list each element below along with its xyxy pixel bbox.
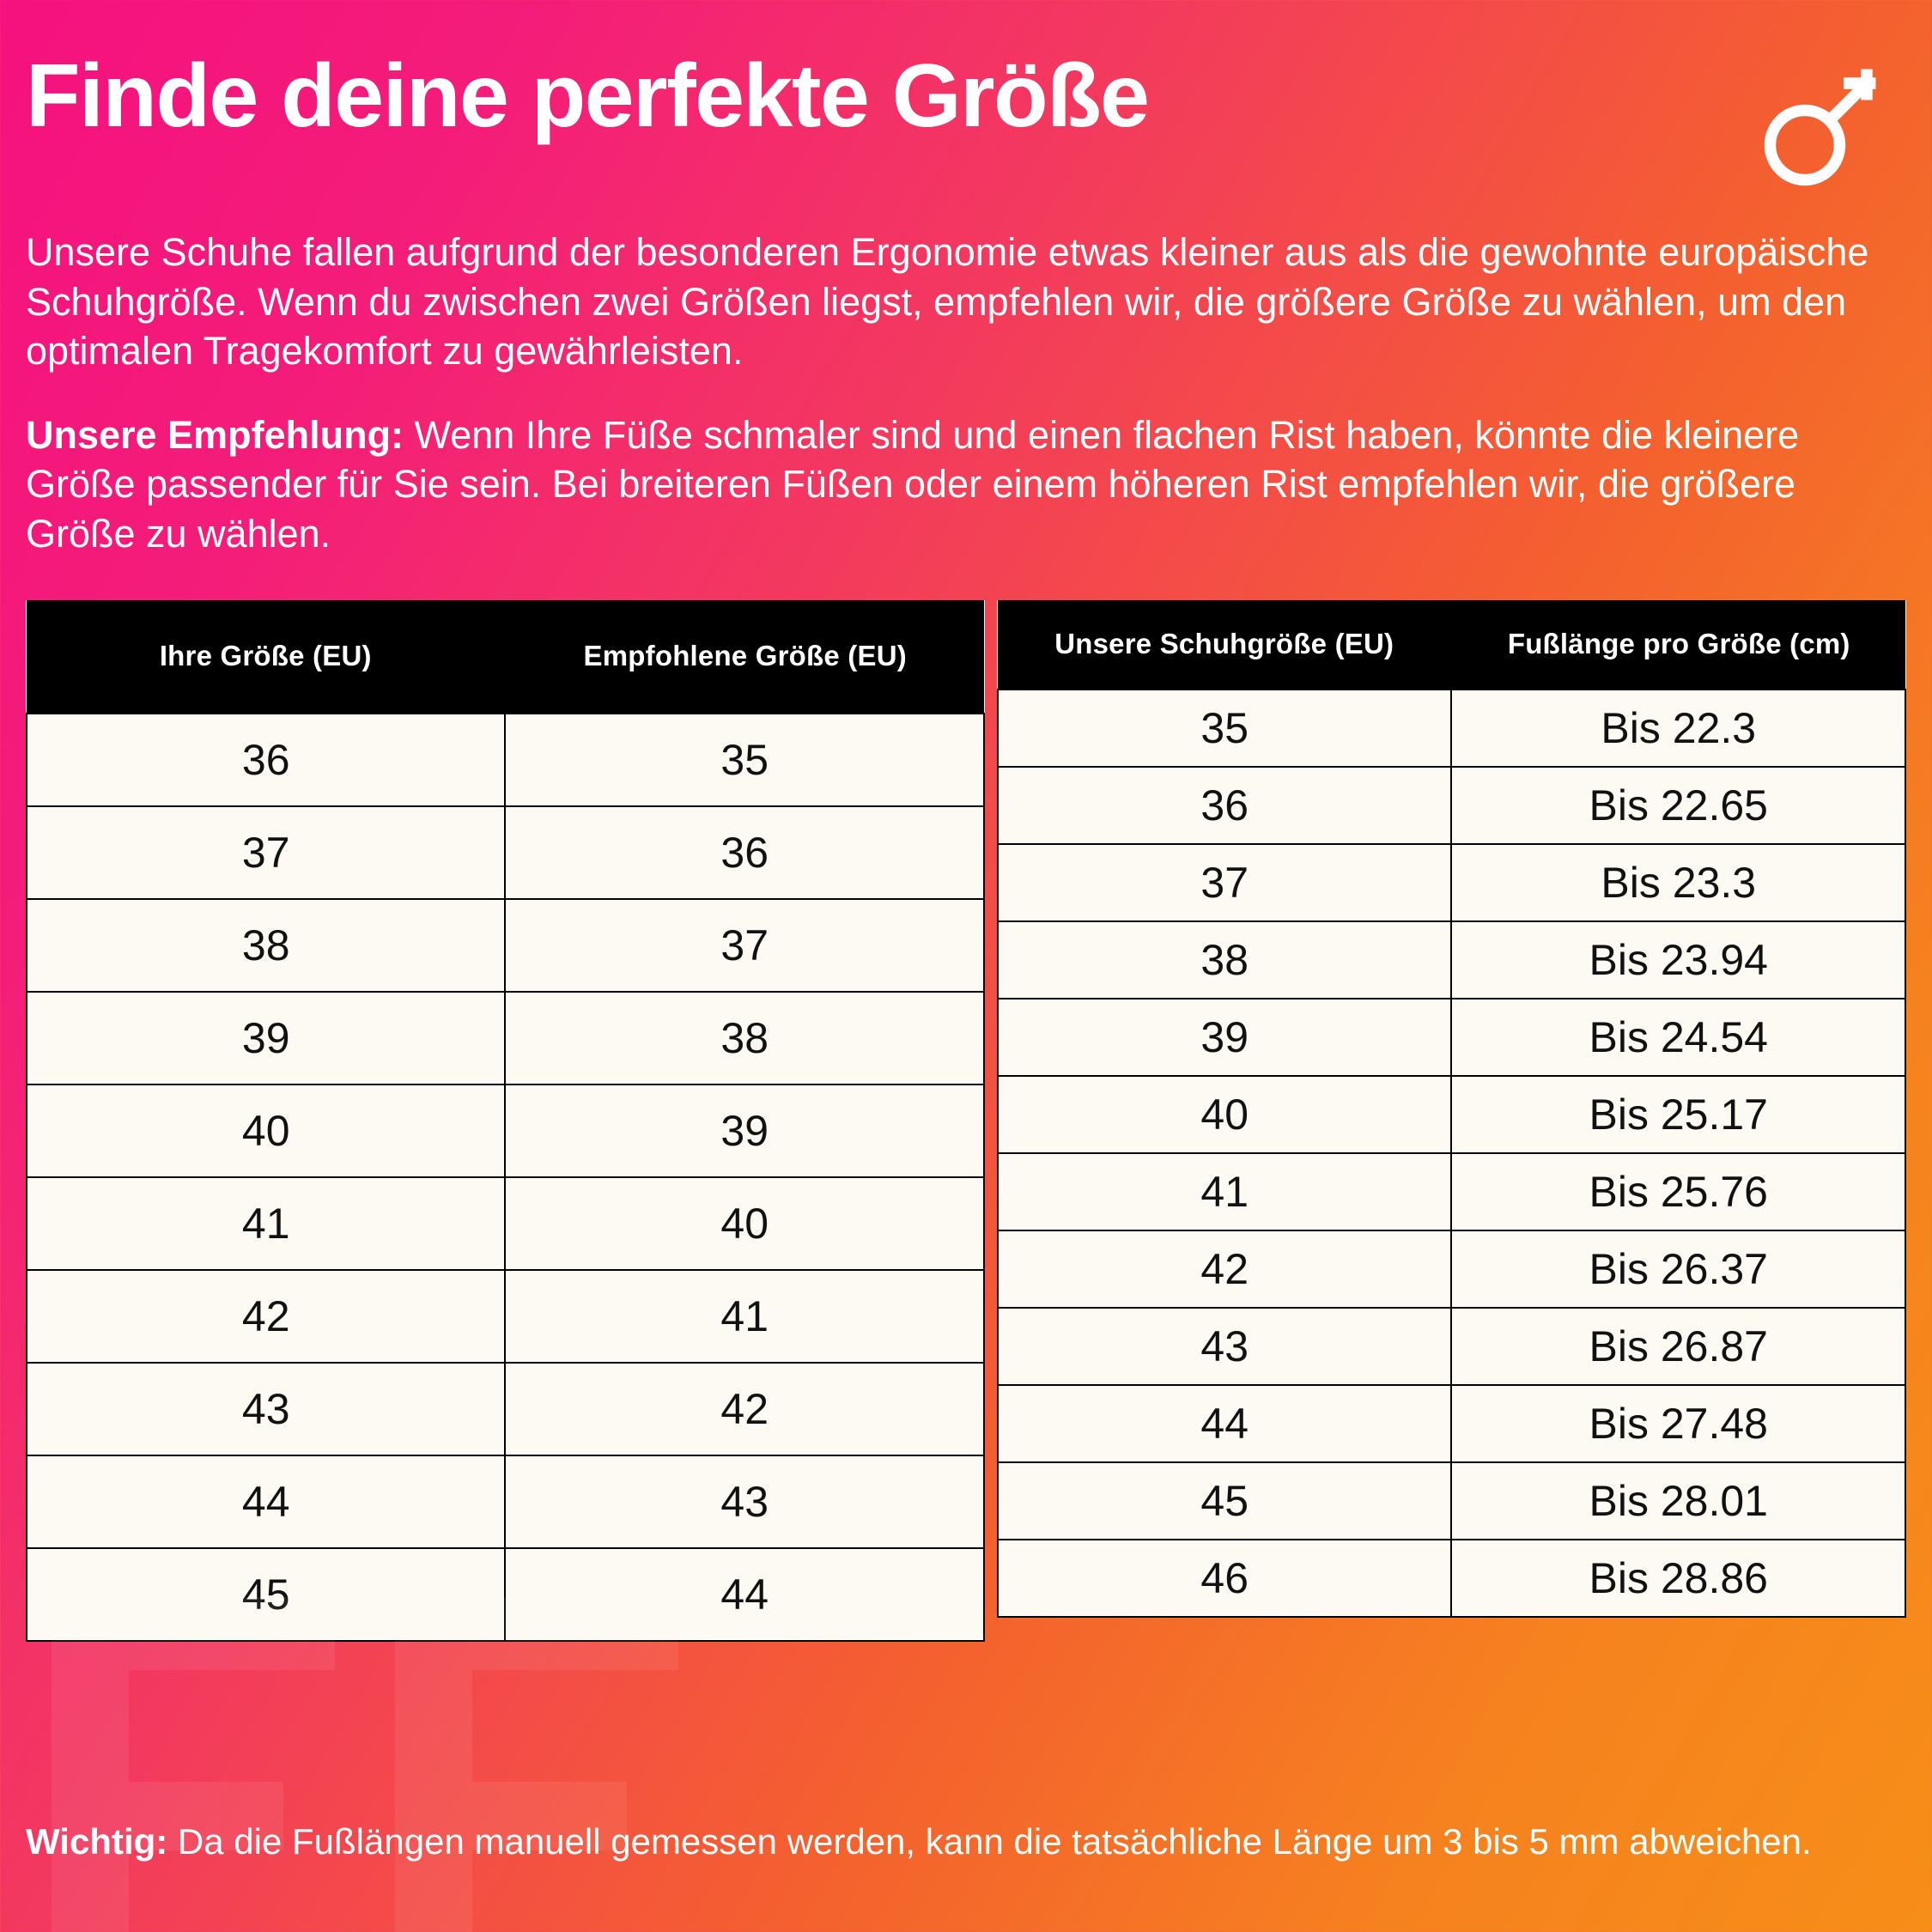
table-cell-size: 39 — [998, 999, 1452, 1076]
table-cell-size: 43 — [998, 1308, 1452, 1385]
table-row — [27, 1177, 984, 1270]
table-row — [998, 999, 1905, 1076]
table-row — [998, 844, 1905, 921]
table-cell-value: 37 — [505, 899, 983, 992]
table-cell-size: 44 — [27, 1455, 505, 1548]
column-header-foot-length: Fußlänge pro Größe (cm) — [1451, 600, 1905, 690]
table-cell-size: 45 — [998, 1462, 1452, 1540]
footlength-table-body — [998, 690, 1905, 1617]
table-cell-size: 45 — [27, 1548, 505, 1641]
table-row — [27, 806, 984, 899]
table-row — [998, 1153, 1905, 1230]
table-cell-size: 40 — [27, 1084, 505, 1177]
table-cell-value: 39 — [505, 1084, 983, 1177]
column-header-recommended-size: Empfohlene Größe (EU) — [505, 600, 983, 714]
table-cell-size: 39 — [27, 992, 505, 1084]
table-header-row — [27, 600, 984, 714]
table-cell-size: 40 — [998, 1076, 1452, 1153]
table-cell-size: 42 — [27, 1270, 505, 1363]
decorative-watermark — [0, 1597, 721, 1932]
table-cell-value: 36 — [505, 806, 983, 899]
conversion-table-head — [27, 600, 984, 714]
table-cell-size: 37 — [27, 806, 505, 899]
table-cell-value: 41 — [505, 1270, 983, 1363]
intro-paragraph: Unsere Schuhe fallen aufgrund der besonderen Ergonomie etwas kleiner aus als die gewohnte europäische Schuhgröße. Wenn du zwischen zwei Größen liegst, empfehlen wir, die größere Größe zu wählen, um den optimalen Tragekomfort zu gewährleisten. — [26, 230, 1869, 374]
important-note-label: Wichtig: — [26, 1820, 168, 1862]
column-header-your-size: Ihre Größe (EU) — [27, 600, 505, 714]
table-cell-size: 37 — [998, 844, 1452, 921]
recommendation-text: Wenn Ihre Füße schmaler sind und einen flachen Rist haben, könnte die kleinere Größe passender für Sie sein. Bei breiteren Füßen oder einem höheren Rist empfehlen wir, die größere Größe zu wählen. — [26, 412, 1800, 556]
recommendation-label: Unsere Empfehlung: — [26, 412, 404, 457]
table-cell-size: 36 — [998, 767, 1452, 844]
table-cell-value: Bis 23.94 — [1451, 921, 1905, 999]
table-cell-value: Bis 24.54 — [1451, 999, 1905, 1076]
footlength-table — [997, 600, 1906, 1618]
table-row — [998, 1462, 1905, 1540]
table-cell-size: 42 — [998, 1230, 1452, 1308]
table-cell-size: 41 — [998, 1153, 1452, 1230]
table-row — [998, 1308, 1905, 1385]
footlength-table-head — [998, 600, 1905, 690]
header — [26, 46, 1906, 198]
table-cell-size: 44 — [998, 1385, 1452, 1462]
table-cell-value: 35 — [505, 714, 983, 806]
page-title: Finde deine perfekte Größe — [26, 46, 1149, 146]
table-cell-size: 46 — [998, 1540, 1452, 1617]
table-cell-value: 42 — [505, 1363, 983, 1455]
table-cell-value: 43 — [505, 1455, 983, 1548]
table-row — [998, 921, 1905, 999]
size-tables — [26, 600, 1906, 1642]
table-cell-value: Bis 25.76 — [1451, 1153, 1905, 1230]
table-cell-value: Bis 23.3 — [1451, 844, 1905, 921]
recommendation-paragraph — [26, 410, 1906, 559]
table-row — [27, 1270, 984, 1363]
table-cell-value: Bis 28.86 — [1451, 1540, 1905, 1617]
important-note — [26, 1818, 1906, 1865]
important-note-text: Da die Fußlängen manuell gemessen werden, kann die tatsächliche Länge um 3 bis 5 mm abweichen. — [167, 1820, 1812, 1862]
table-cell-value: Bis 28.01 — [1451, 1462, 1905, 1540]
table-cell-value: Bis 22.3 — [1451, 690, 1905, 767]
table-cell-size: 43 — [27, 1363, 505, 1455]
table-row — [27, 899, 984, 992]
table-row — [27, 714, 984, 806]
table-cell-size: 38 — [27, 899, 505, 992]
table-cell-value: 40 — [505, 1177, 983, 1270]
table-row — [27, 1548, 984, 1641]
table-row — [998, 1385, 1905, 1462]
table-cell-value: Bis 25.17 — [1451, 1076, 1905, 1153]
table-cell-size: 36 — [27, 714, 505, 806]
conversion-table — [26, 600, 985, 1642]
table-cell-value: Bis 27.48 — [1451, 1385, 1905, 1462]
table-header-row — [998, 600, 1905, 690]
table-row — [998, 767, 1905, 844]
column-header-our-size: Unsere Schuhgröße (EU) — [998, 600, 1452, 690]
table-cell-value: Bis 26.37 — [1451, 1230, 1905, 1308]
table-row — [27, 1363, 984, 1455]
table-row — [998, 1540, 1905, 1617]
table-cell-value: 44 — [505, 1548, 983, 1641]
table-cell-size: 41 — [27, 1177, 505, 1270]
table-row — [998, 1076, 1905, 1153]
conversion-table-body — [27, 714, 984, 1641]
table-cell-size: 38 — [998, 921, 1452, 999]
mars-venus-gender-icon — [1753, 65, 1882, 198]
table-cell-value: Bis 26.87 — [1451, 1308, 1905, 1385]
table-row — [27, 1455, 984, 1548]
table-row — [27, 1084, 984, 1177]
table-cell-value: 38 — [505, 992, 983, 1084]
table-row — [998, 690, 1905, 767]
table-cell-value: Bis 22.65 — [1451, 767, 1905, 844]
table-row — [998, 1230, 1905, 1308]
table-row — [27, 992, 984, 1084]
table-cell-size: 35 — [998, 690, 1452, 767]
